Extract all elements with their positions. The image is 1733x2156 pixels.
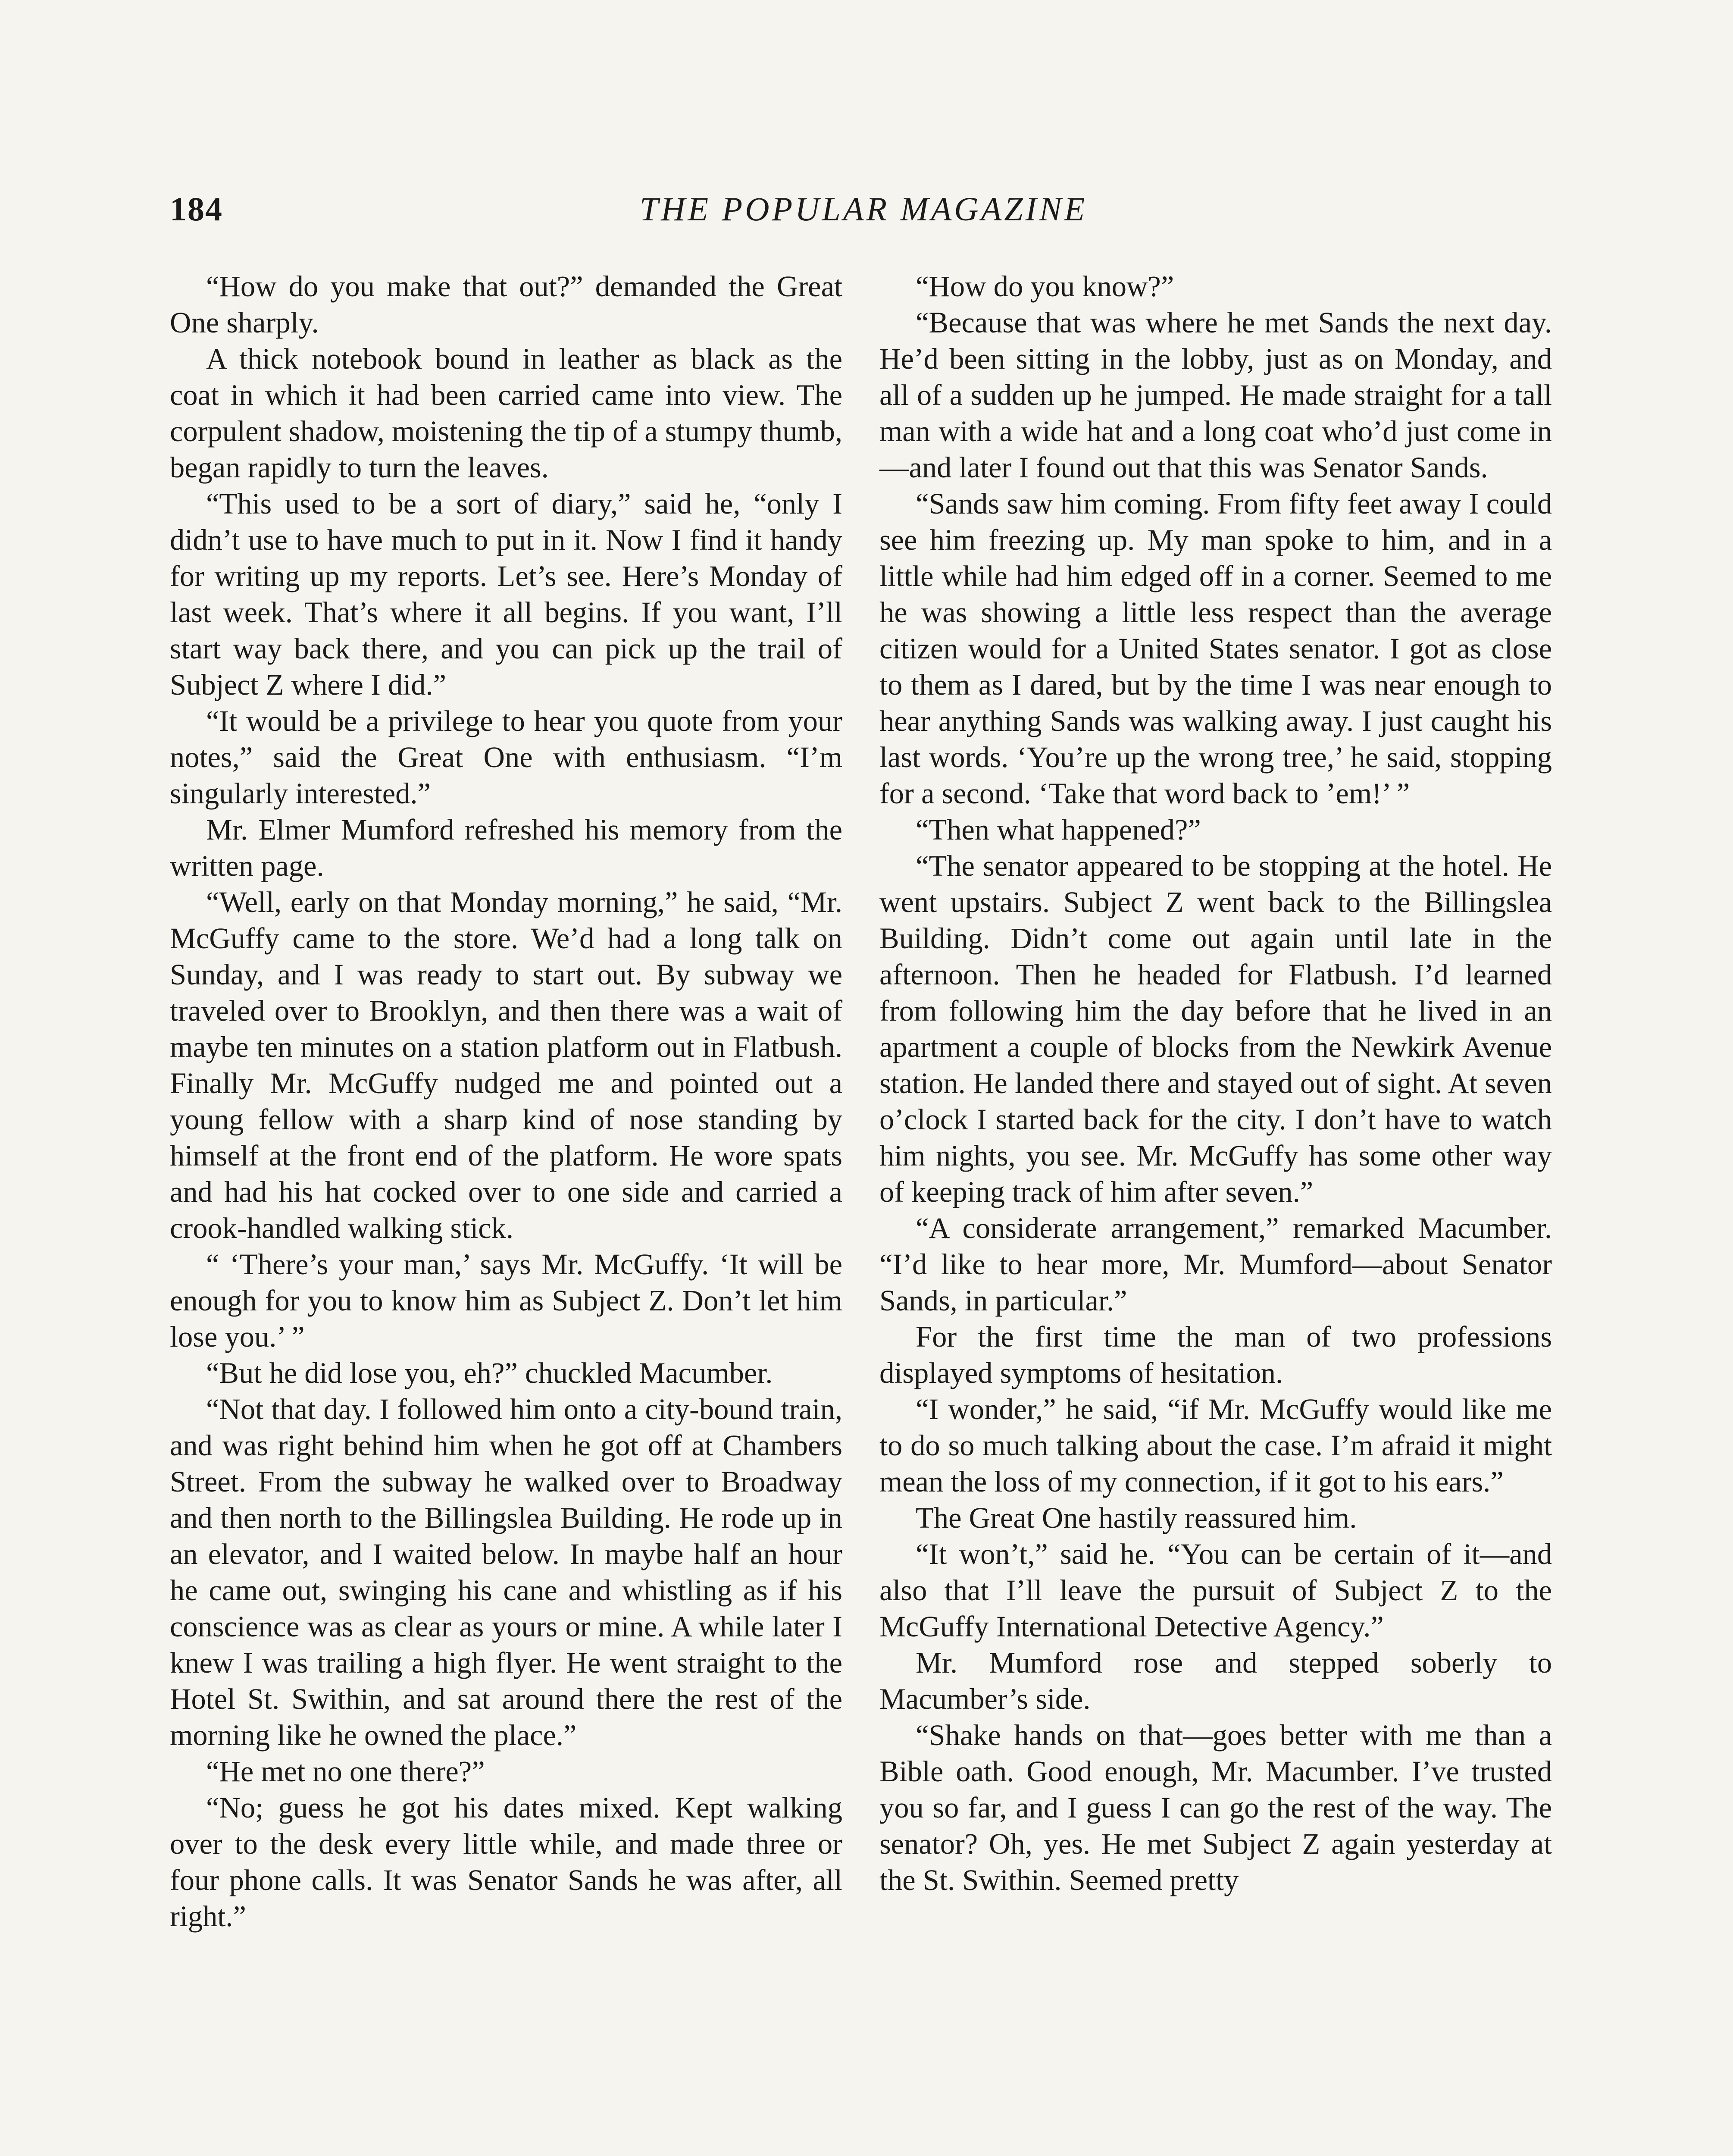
paragraph: “Sands saw him coming. From fifty feet away I could see him freezing up. My man spoke to him, and in a little while had him edged off in a corner. Seemed to me he was showing a little less respect than the average citizen would for a United States senator. I got as close to them as I dared, but by the time I was near enough to hear anything Sands was walking away. I just caught his last words. ‘You’re up the wrong tree,’ he said, stopping for a second. ‘Take that word back to ’em!’ ” — [879, 487, 1552, 810]
page-header — [170, 190, 1557, 241]
paragraph: “The senator appeared to be stopping at the hotel. He went upstairs. Subject Z went back to the Billingslea Building. Didn’t come out again until late in the afternoon. Then he headed for Flatbush. I’d learned from following him the day before that he lived in an apartment a couple of blocks from the Newkirk Avenue station. He landed there and stayed out of sight. At seven o’clock I started back for the city. I don’t have to watch him nights, you see. Mr. McGuffy has some other way of keeping track of him after seven.” — [879, 849, 1552, 1208]
paragraph: “Well, early on that Monday morning,” he said, “Mr. McGuffy came to the store. We’d had a long talk on Sunday, and I was ready to start out. By subway we traveled over to Brooklyn, and then there was a wait of maybe ten minutes on a station platform out in Flatbush. Finally Mr. McGuffy nudged me and pointed out a young fellow with a sharp kind of nose standing by himself at the front end of the platform. He wore spats and had his hat cocked over to one side and carried a crook-handled walking stick. — [170, 886, 842, 1244]
paragraph: “ ‘There’s your man,’ says Mr. McGuffy. ‘It will be enough for you to know him as Subject Z. Don’t let him lose you.’ ” — [170, 1248, 842, 1353]
paragraph: “Because that was where he met Sands the next day. He’d been sitting in the lobby, just as on Monday, and all of a sudden up he jumped. He made straight for a tall man with a wide hat and a long coat who’d just come in—and later I found out that this was Senator Sands. — [879, 306, 1552, 484]
paragraph: The Great One hastily reassured him. — [916, 1501, 1357, 1534]
left-column — [170, 268, 842, 1934]
paragraph: “It would be a privilege to hear you quote from your notes,” said the Great One with enthusiasm. “I’m singularly interested.” — [170, 705, 842, 810]
right-column — [879, 268, 1552, 1898]
paragraph: “He met no one there?” — [206, 1755, 485, 1788]
paragraph: Mr. Elmer Mumford refreshed his memory from the written page. — [170, 813, 842, 882]
page-number: 184 — [170, 190, 223, 228]
paragraph: Mr. Mumford rose and stepped soberly to Macumber’s side. — [879, 1646, 1552, 1715]
paragraph: “Not that day. I followed him onto a city-bound train, and was right behind him when he got off at Chambers Street. From the subway he walked over to Broadway and then north to the Billingslea Building. He rode up in an elevator, and I waited below. In maybe half an hour he came out, swinging his cane and whistling as if his conscience was as clear as yours or mine. A while later I knew I was trailing a high flyer. He went straight to the Hotel St. Swithin, and sat around there the rest of the morning like he owned the place.” — [170, 1393, 842, 1752]
paragraph: “I wonder,” he said, “if Mr. McGuffy would like me to do so much talking about the case. I’m afraid it might mean the loss of my connection, if it got to his ears.” — [879, 1393, 1552, 1498]
paragraph: A thick notebook bound in leather as black as the coat in which it had been carried came into view. The corpulent shadow, moistening the tip of a stumpy thumb, began rapidly to turn the leaves. — [170, 342, 842, 484]
paragraph: For the first time the man of two professions displayed symptoms of hesitation. — [879, 1320, 1552, 1389]
paragraph: “How do you make that out?” demanded the Great One sharply. — [170, 270, 842, 339]
paragraph: “This used to be a sort of diary,” said he, “only I didn’t use to have much to put in it. Now I find it handy for writing up my reports. Let’s see. Here’s Monday of last week. That’s where it all begins. If you want, I’ll start way back there, and you can pick up the trail of Subject Z where I did.” — [170, 487, 842, 701]
running-title: THE POPULAR MAGAZINE — [639, 190, 1088, 228]
paragraph: “It won’t,” said he. “You can be certain of it—and also that I’ll leave the pursuit of Subject Z to the McGuffy International Detective Agency.” — [879, 1538, 1552, 1643]
paragraph: “Then what happened?” — [916, 813, 1201, 846]
paragraph: “No; guess he got his dates mixed. Kept walking over to the desk every little while, and made three or four phone calls. It was Senator Sands he was after, all right.” — [170, 1791, 842, 1933]
paragraph: “A considerate arrangement,” remarked Macumber. “I’d like to hear more, Mr. Mumford—about Senator Sands, in particular.” — [879, 1212, 1552, 1317]
paragraph: “But he did lose you, eh?” chuckled Macumber. — [206, 1357, 773, 1389]
paragraph: “Shake hands on that—goes better with me than a Bible oath. Good enough, Mr. Macumber. I’ve trusted you so far, and I guess I can go the rest of the way. The senator? Oh, yes. He met Subject Z again yesterday at the St. Swithin. Seemed pretty — [879, 1719, 1552, 1896]
paragraph: “How do you know?” — [916, 270, 1174, 303]
